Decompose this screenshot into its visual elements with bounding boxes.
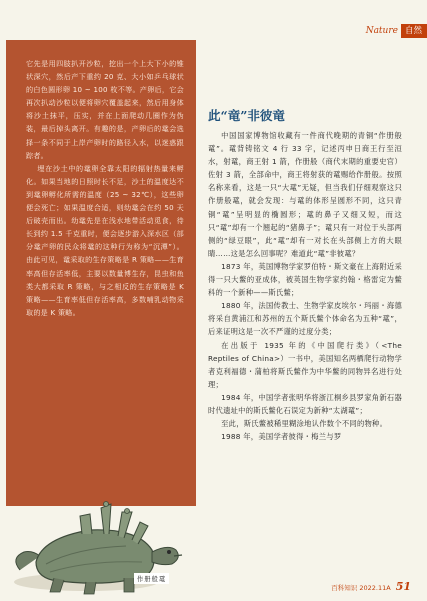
article-paragraph: 1988 年，美国学者彼得・梅兰与罗 (221, 432, 342, 442)
page-footer (331, 580, 411, 593)
article-paragraph: 1873 年，英国博物学家罗伯特・斯文豪在上海附近采得一只大鳖的亚成体，被英国生物学家约翰・格雷定为鳖科的一个新种——斯氏鳖； (208, 261, 402, 298)
article-paragraph: 在出版于 1935 年的《中国爬行类》（<The Reptiles of China>）一书中，美国知名两栖爬行动物学者克利福德・蒲柏将斯氏鳖作为中华鳖的同物异名进行处理； (208, 340, 402, 389)
section-tab (366, 24, 427, 38)
sidebar-paragraph: 它先是用四肢扒开沙粒，挖出一个上大下小的锥状深穴，然后产下重约 20 克、大小如乒乓球状的白色圆形卵 10 ~ 100 枚不等。产卵后，它会再次扒动沙粒以便将卵穴覆盖起来，然后用身体将沙土抹平，压实，并在上面爬动几圈作为伪装，最后掉头离开。有趣的是，产卵后的鼋会选择一条不同于上岸产卵时的路径入水，以迷惑跟踪者。 (26, 59, 184, 160)
figure-caption: 作册般鼋 (134, 573, 169, 584)
article-paragraph: 1880 年，法国传教士、生物学家皮埃尔・玛丽・海德将采自黄浦江和苏州的五个斯氏鳖个体命名为五种“鼋”，后来证明这是一次不严谨的过度分类； (208, 301, 402, 337)
page-number: 51 (395, 580, 411, 593)
article-body (208, 129, 402, 443)
sidebar-text (26, 57, 184, 319)
article-title: 此“竜”非彼竜 (208, 108, 285, 123)
magazine-issue: 百科知识 2022.11A (331, 584, 391, 592)
bronze-turtle-figure (6, 500, 196, 601)
article-paragraph: 中国国家博物馆收藏有一件商代晚期的青铜“作册般鼋”。鼋背铸铭文 4 行 33 字，记述丙申日商王行至洹水，射鼋，商王射 1 箭，作册般（商代末期的重要史官）佐射 3 箭，全部命中，商王将射获的鼋赐给作册般。按照名称来看，这是一只“大鼋”无疑，但当我们仔细观察这只作册般鼋，就会发现：与鼋的体形呈圆形不同，这只青铜“鼋”呈明显的椭圆形；鼋的鼻子又细又短，而这只“鼋”却有一个翘起的“猪鼻子”；鼋只有一对位于头部两侧的“绿豆眼”，此“鼋”却有一对长在头部侧上方的大眼睛……这是怎么回事呢？难道此“鼋”非彼鼋？ (208, 131, 402, 258)
section-label-en: Nature (365, 26, 398, 36)
section-label-cn: 自然 (401, 24, 427, 38)
article-paragraph: 1984 年，中国学者张明华将浙江桐乡县罗家角新石器时代遗址中的斯氏鳖化石误定为新种“太湖鼋”； (208, 392, 402, 415)
sidebar-paragraph: 埋在沙土中的鼋卵全靠太阳的辐射热量来孵化。如果当地的日照时长不足，沙土的温度达不到鼋卵孵化所需的温度（25 ~ 32℃），这些卵便会死亡；如果温度合适，则幼鼋会在约 50 天后破壳而出。幼鼋先是在浅水地带活动觅食，待长到约 1.5 千克重时，便会逐步游入深水区（部分鼋产卵的民众将鼋的这种行为称为“沉潭”）。由此可见，鼋采取的生存策略是 R 策略——生育率高但存活率低，主要以数量博生存，昆虫和鱼类大都采取 R 策略，与之相反的生存策略是 K 策略——生育率低但存活率高，多数哺乳动物采取的是 K 策略。 (26, 163, 184, 317)
article (208, 106, 402, 443)
article-paragraph: 至此，斯氏鳖被稀里糊涂地认作数个不同的物种。 (221, 419, 388, 429)
